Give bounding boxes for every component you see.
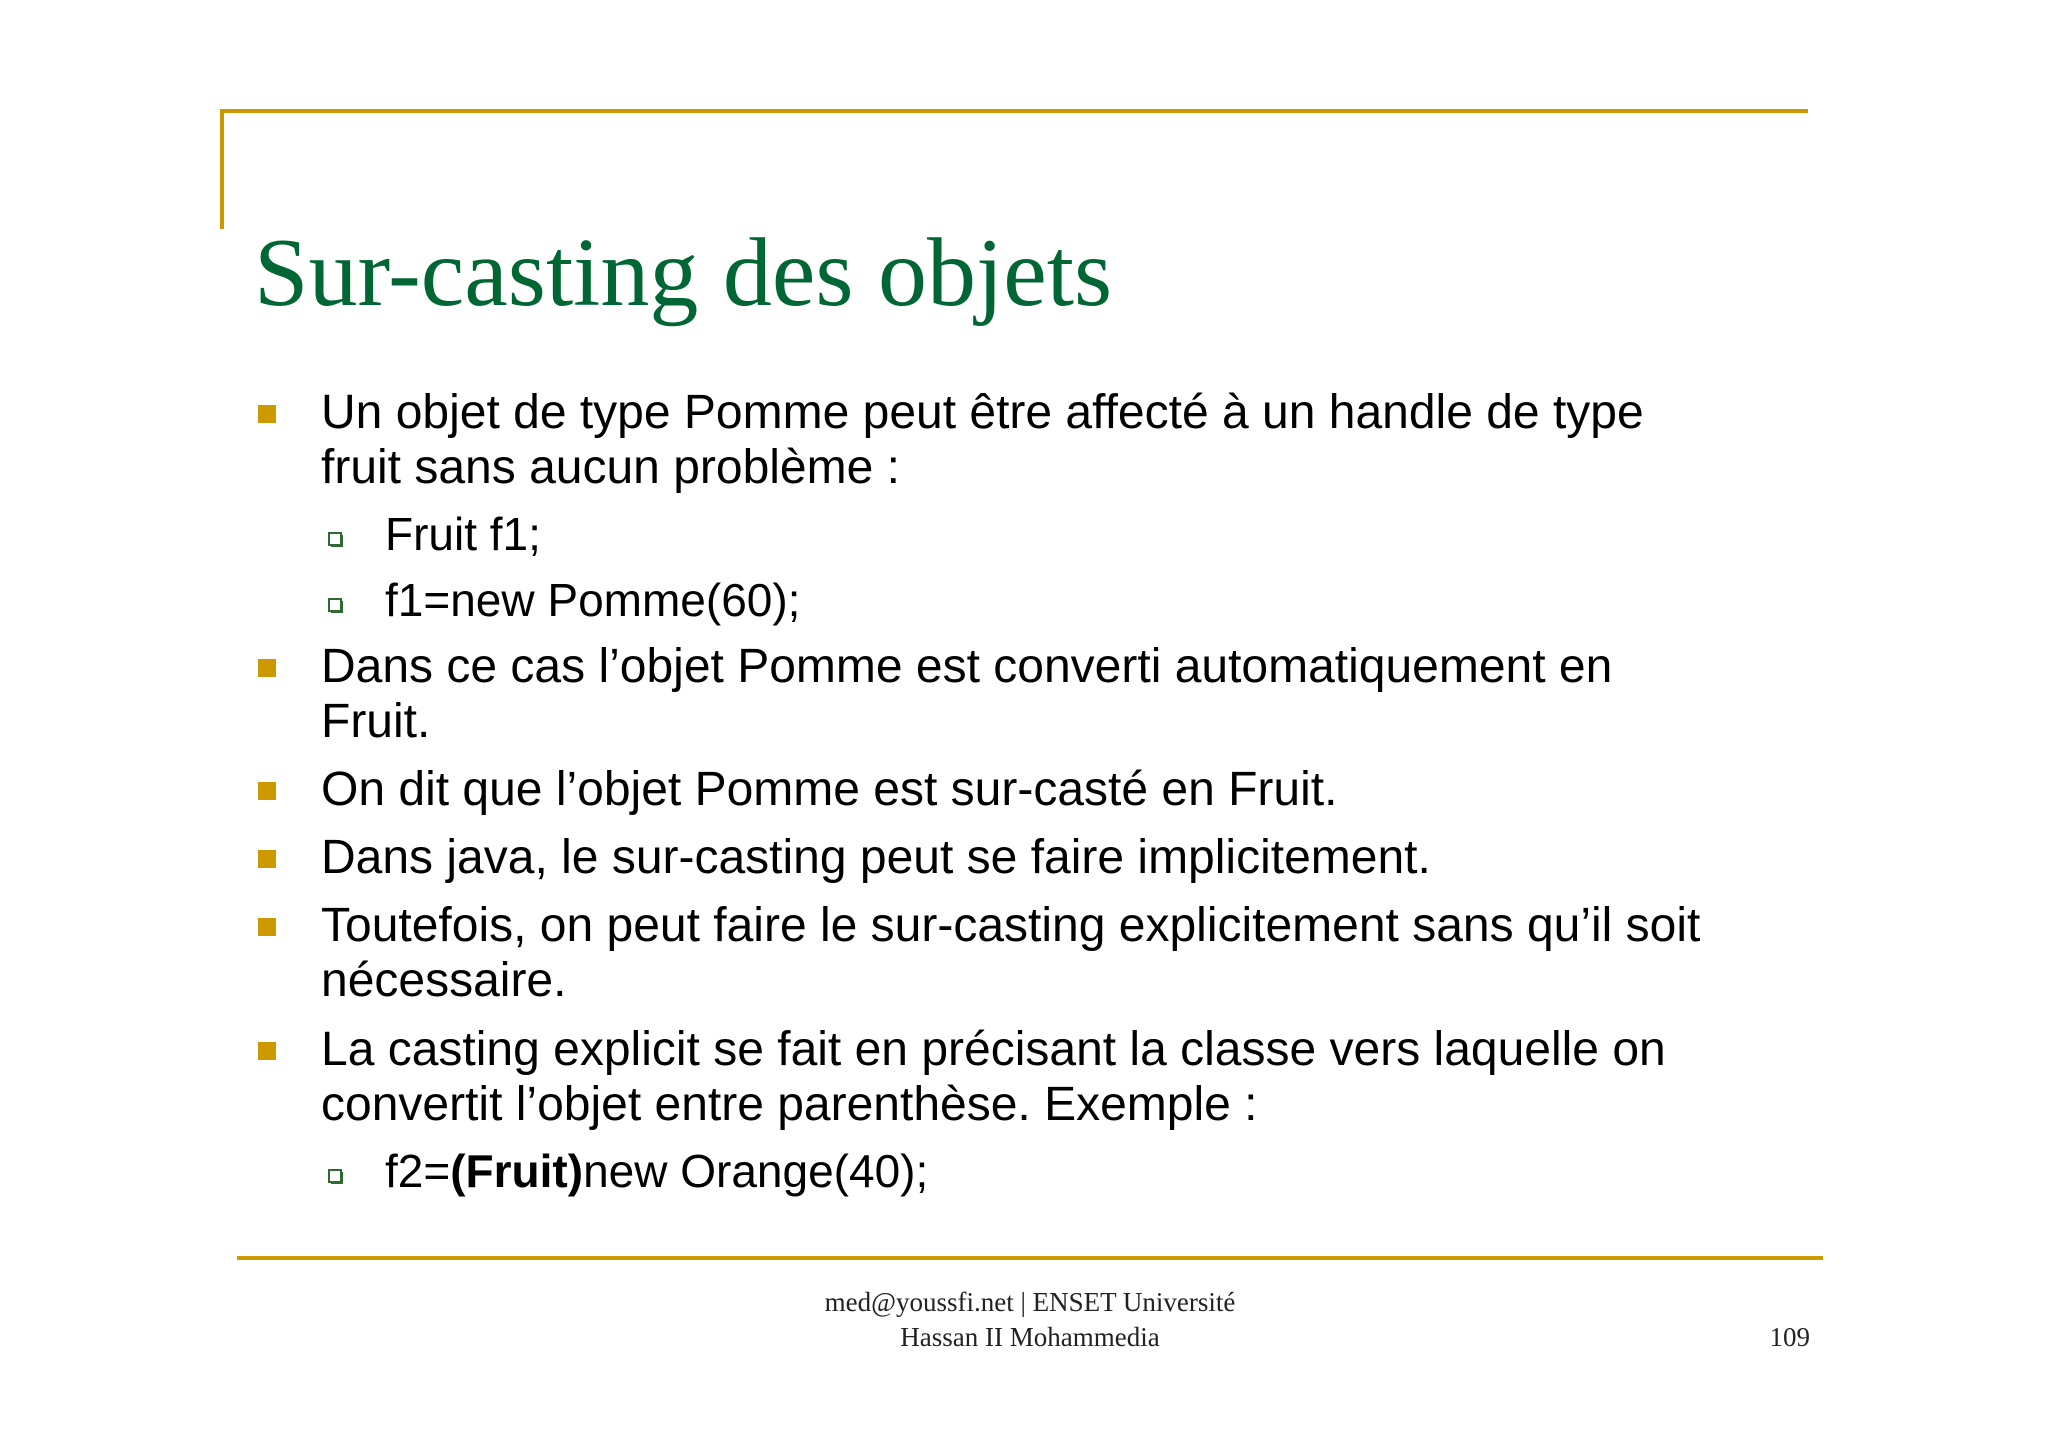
bullet-text-line: Fruit. bbox=[321, 695, 431, 748]
slide-title: Sur-casting des objets bbox=[254, 219, 1113, 327]
bullet-text-line: Dans java, le sur-casting peut se faire implicitement. bbox=[321, 831, 1431, 884]
square-bullet-icon bbox=[258, 1042, 276, 1060]
bullet-item bbox=[321, 762, 1337, 817]
bullet-text-line: Un objet de type Pomme peut être affecté à un handle de type bbox=[321, 386, 1644, 439]
bullet-text-line: Toutefois, on peut faire le sur-casting explicitement sans qu’il soit bbox=[321, 899, 1701, 952]
bullet-text-line: fruit sans aucun problème : bbox=[321, 441, 900, 494]
footer-line-2: Hassan II Mohammedia bbox=[900, 1322, 1160, 1352]
sub-bullet-item bbox=[385, 507, 541, 562]
code-suffix: new Orange(40); bbox=[583, 1145, 929, 1197]
bullet-text-line: La casting explicit se fait en précisant la classe vers laquelle on bbox=[321, 1023, 1666, 1076]
code-line: f1=new Pomme(60); bbox=[385, 574, 801, 626]
checkbox-bullet-icon bbox=[328, 598, 342, 612]
bullet-item bbox=[321, 639, 1612, 749]
frame-top-rule bbox=[220, 109, 1808, 113]
bullet-item bbox=[321, 1022, 1666, 1132]
sub-bullet-item bbox=[385, 573, 800, 628]
footer-rule bbox=[237, 1256, 1823, 1260]
code-line bbox=[385, 1144, 928, 1199]
sub-bullet-item bbox=[385, 1144, 928, 1199]
square-bullet-icon bbox=[258, 659, 276, 677]
code-line: Fruit f1; bbox=[385, 508, 541, 560]
frame-left-rule bbox=[220, 109, 224, 229]
cast-keyword: (Fruit) bbox=[450, 1145, 584, 1197]
page-number: 109 bbox=[1769, 1322, 1810, 1352]
checkbox-bullet-icon bbox=[328, 532, 342, 546]
code-prefix: f2= bbox=[385, 1145, 451, 1197]
bullet-text-line: On dit que l’objet Pomme est sur-casté en Fruit. bbox=[321, 763, 1338, 816]
footer-credit bbox=[620, 1285, 1440, 1355]
bullet-item bbox=[321, 830, 1431, 885]
footer-line-1: med@youssfi.net | ENSET Université bbox=[824, 1287, 1236, 1317]
bullet-text-line: Dans ce cas l’objet Pomme est converti automatiquement en bbox=[321, 640, 1613, 693]
checkbox-bullet-icon bbox=[328, 1169, 342, 1183]
square-bullet-icon bbox=[258, 850, 276, 868]
bullet-item bbox=[321, 385, 1644, 495]
bullet-text-line: nécessaire. bbox=[321, 954, 567, 1007]
bullet-text-line: convertit l’objet entre parenthèse. Exemple : bbox=[321, 1078, 1258, 1131]
square-bullet-icon bbox=[258, 405, 276, 423]
bullet-item bbox=[321, 898, 1700, 1008]
square-bullet-icon bbox=[258, 782, 276, 800]
square-bullet-icon bbox=[258, 918, 276, 936]
